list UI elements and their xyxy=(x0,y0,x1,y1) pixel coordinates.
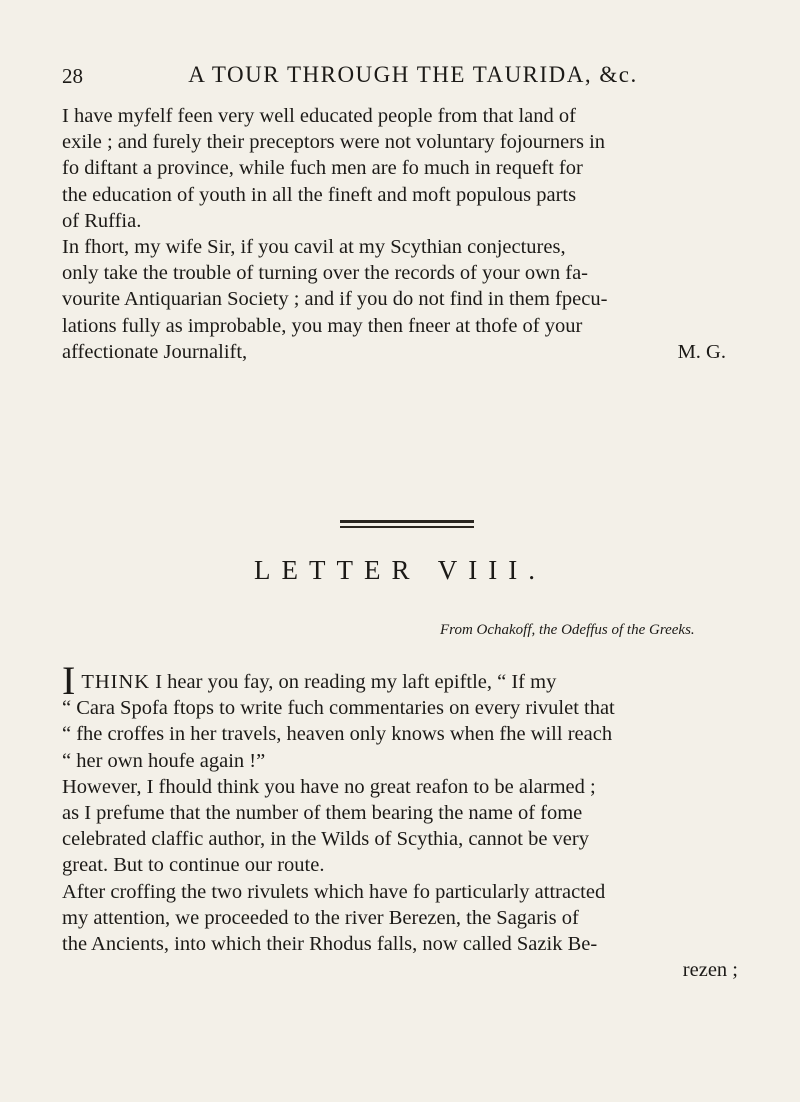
text-line: “ her own houfe again !” xyxy=(62,749,266,772)
text-line: the Ancients, into which their Rhodus falls, now called Sazik Be- xyxy=(62,933,598,956)
text-line: of Ruffia. xyxy=(62,209,142,232)
letter-heading: LETTER VIII. xyxy=(254,555,546,585)
text-line: only take the trouble of turning over the records of your own fa- xyxy=(62,262,589,285)
letter-body xyxy=(62,658,738,983)
signature-initials: M. G. xyxy=(677,340,726,363)
text-line: vourite Antiquarian Society ; and if you do not find in them fpecu- xyxy=(62,288,608,311)
text-line: After croffing the two rivulets which have fo particularly attracted xyxy=(62,880,606,903)
continued-paragraph xyxy=(62,103,738,234)
text-line: the education of youth in all the fineft and moft populous parts xyxy=(62,183,577,206)
text-line: exile ; and furely their preceptors were not voluntary fojourners in xyxy=(62,131,606,154)
running-head xyxy=(62,58,738,98)
signoff-line xyxy=(62,341,247,363)
page-number: 28 xyxy=(62,64,83,88)
text-line: “ fhe croffes in her travels, heaven only knows when fhe will reach xyxy=(62,723,613,746)
text-line: fo diftant a province, while fuch men are fo much in requeft for xyxy=(62,157,583,180)
text-line: my attention, we proceeded to the river Berezen, the Sagaris of xyxy=(62,906,579,929)
text-line: “ Cara Spofa ftops to write fuch commentaries on every rivulet that xyxy=(62,697,615,720)
text-line: In fhort, my wife Sir, if you cavil at my Scythian conjectures, xyxy=(62,236,566,259)
text-line: celebrated claffic author, in the Wilds of Scythia, cannot be very xyxy=(62,828,589,851)
letter-paragraph xyxy=(62,658,738,957)
letter-dateline: From Ochakoff, the Odeffus of the Greeks. xyxy=(440,622,695,638)
section-divider-thick xyxy=(340,520,474,523)
drop-cap: I xyxy=(62,658,76,703)
opening-word: THINK xyxy=(81,671,151,693)
text-line: However, I fhould think you have no great reafon to be alarmed ; xyxy=(62,775,596,798)
previous-letter-text xyxy=(62,103,738,365)
valediction: affectionate Journalift, xyxy=(62,340,248,363)
running-title: A TOUR THROUGH THE TAURIDA, &c. xyxy=(188,62,638,87)
text-line: I hear you fay, on reading my laft epiftle, “ If my xyxy=(150,671,557,693)
text-line: great. But to continue our route. xyxy=(62,854,325,877)
section-divider-thin xyxy=(340,526,474,528)
text-line: lations fully as improbable, you may then fneer at thofe of your xyxy=(62,314,583,337)
text-line: as I prefume that the number of them bearing the name of fome xyxy=(62,802,583,825)
text-line: I have myfelf feen very well educated people from that land of xyxy=(62,105,576,127)
catchword: rezen ; xyxy=(682,959,738,982)
closing-paragraph xyxy=(62,234,738,365)
